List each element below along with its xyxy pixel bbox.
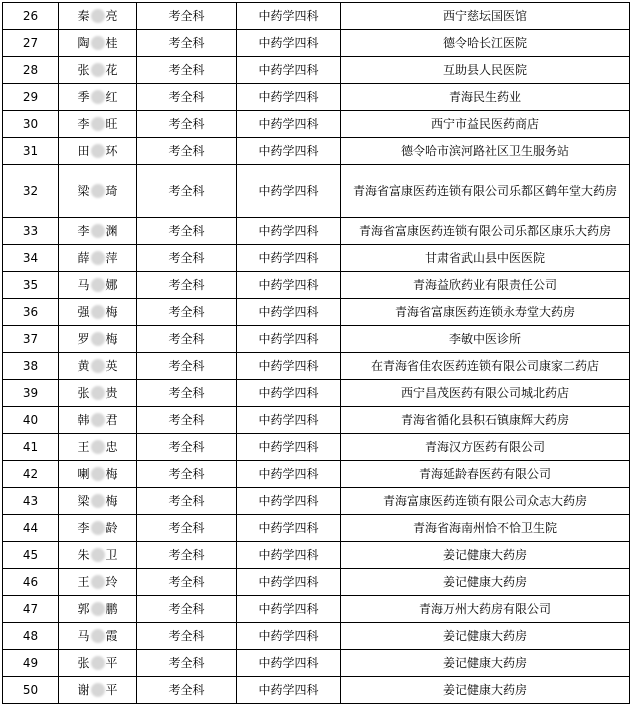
subject-cell: 中药学四科 bbox=[237, 326, 341, 353]
work-unit-cell: 互助县人民医院 bbox=[341, 57, 630, 84]
row-number-cell: 40 bbox=[3, 407, 59, 434]
name-last-char: 贵 bbox=[105, 385, 118, 400]
name-last-char: 梅 bbox=[105, 493, 118, 508]
work-unit-cell: 西宁昌茂医药有限公司城北药店 bbox=[341, 380, 630, 407]
work-unit-cell: 青海富康医药连锁有限公司众志大药房 bbox=[341, 488, 630, 515]
name-last-char: 娜 bbox=[105, 277, 118, 292]
redaction-blur bbox=[91, 467, 105, 481]
work-unit-cell: 在青海省佳农医药连锁有限公司康家二药店 bbox=[341, 353, 630, 380]
name-first-char: 王 bbox=[77, 439, 90, 454]
redaction-blur bbox=[91, 63, 105, 77]
row-number-cell: 37 bbox=[3, 326, 59, 353]
name-last-char: 渊 bbox=[105, 223, 118, 238]
work-unit-cell: 姜记健康大药房 bbox=[341, 542, 630, 569]
name-last-char: 卫 bbox=[105, 547, 118, 562]
exam-type-cell: 考全科 bbox=[137, 488, 237, 515]
name-last-char: 平 bbox=[105, 655, 118, 670]
table-row bbox=[3, 299, 630, 326]
exam-type-cell: 考全科 bbox=[137, 596, 237, 623]
name-cell bbox=[59, 165, 137, 218]
name-last-char: 琦 bbox=[105, 183, 118, 198]
work-unit-cell: 青海万州大药房有限公司 bbox=[341, 596, 630, 623]
name-cell bbox=[59, 245, 137, 272]
row-number-cell: 47 bbox=[3, 596, 59, 623]
row-number-cell: 34 bbox=[3, 245, 59, 272]
subject-cell: 中药学四科 bbox=[237, 57, 341, 84]
work-unit-cell: 青海汉方医药有限公司 bbox=[341, 434, 630, 461]
redaction-blur bbox=[91, 251, 105, 265]
subject-cell: 中药学四科 bbox=[237, 461, 341, 488]
exam-type-cell: 考全科 bbox=[137, 138, 237, 165]
name-last-char: 君 bbox=[105, 412, 118, 427]
subject-cell: 中药学四科 bbox=[237, 515, 341, 542]
table-row bbox=[3, 272, 630, 299]
name-first-char: 张 bbox=[77, 62, 90, 77]
redaction-blur bbox=[91, 359, 105, 373]
name-first-char: 喇 bbox=[77, 466, 90, 481]
row-number-cell: 46 bbox=[3, 569, 59, 596]
work-unit-cell: 德令哈市滨河路社区卫生服务站 bbox=[341, 138, 630, 165]
table-row bbox=[3, 84, 630, 111]
table-row bbox=[3, 218, 630, 245]
name-cell bbox=[59, 569, 137, 596]
redaction-blur bbox=[91, 36, 105, 50]
name-cell bbox=[59, 488, 137, 515]
name-cell bbox=[59, 299, 137, 326]
subject-cell: 中药学四科 bbox=[237, 569, 341, 596]
exam-type-cell: 考全科 bbox=[137, 326, 237, 353]
name-first-char: 李 bbox=[77, 116, 90, 131]
exam-type-cell: 考全科 bbox=[137, 623, 237, 650]
work-unit-cell: 姜记健康大药房 bbox=[341, 677, 630, 704]
redaction-blur bbox=[91, 440, 105, 454]
row-number-cell: 36 bbox=[3, 299, 59, 326]
name-cell bbox=[59, 677, 137, 704]
name-cell bbox=[59, 380, 137, 407]
redaction-blur bbox=[91, 386, 105, 400]
redaction-blur bbox=[91, 90, 105, 104]
name-first-char: 李 bbox=[77, 520, 90, 535]
redaction-blur bbox=[91, 224, 105, 238]
name-last-char: 霞 bbox=[105, 628, 118, 643]
name-first-char: 李 bbox=[77, 223, 90, 238]
work-unit-cell: 姜记健康大药房 bbox=[341, 650, 630, 677]
name-last-char: 玲 bbox=[105, 574, 118, 589]
name-first-char: 梁 bbox=[77, 493, 90, 508]
name-last-char: 英 bbox=[105, 358, 118, 373]
name-cell bbox=[59, 138, 137, 165]
name-cell bbox=[59, 434, 137, 461]
name-cell bbox=[59, 596, 137, 623]
table-row bbox=[3, 434, 630, 461]
name-last-char: 龄 bbox=[105, 520, 118, 535]
name-first-char: 王 bbox=[77, 574, 90, 589]
name-last-char: 旺 bbox=[105, 116, 118, 131]
exam-type-cell: 考全科 bbox=[137, 569, 237, 596]
table-row bbox=[3, 569, 630, 596]
name-last-char: 萍 bbox=[105, 250, 118, 265]
row-number-cell: 28 bbox=[3, 57, 59, 84]
table-row bbox=[3, 326, 630, 353]
name-first-char: 强 bbox=[77, 304, 90, 319]
exam-type-cell: 考全科 bbox=[137, 542, 237, 569]
redaction-blur bbox=[91, 683, 105, 697]
table-row bbox=[3, 245, 630, 272]
row-number-cell: 31 bbox=[3, 138, 59, 165]
row-number-cell: 48 bbox=[3, 623, 59, 650]
row-number-cell: 41 bbox=[3, 434, 59, 461]
table-row bbox=[3, 515, 630, 542]
table-row bbox=[3, 138, 630, 165]
table-row bbox=[3, 488, 630, 515]
work-unit-cell: 青海省富康医药连锁有限公司乐都区康乐大药房 bbox=[341, 218, 630, 245]
table-body bbox=[3, 3, 630, 704]
name-first-char: 梁 bbox=[77, 183, 90, 198]
row-number-cell: 38 bbox=[3, 353, 59, 380]
name-last-char: 亮 bbox=[105, 8, 118, 23]
work-unit-cell: 青海民生药业 bbox=[341, 84, 630, 111]
name-cell bbox=[59, 3, 137, 30]
redaction-blur bbox=[91, 117, 105, 131]
subject-cell: 中药学四科 bbox=[237, 488, 341, 515]
subject-cell: 中药学四科 bbox=[237, 84, 341, 111]
name-last-char: 平 bbox=[105, 682, 118, 697]
row-number-cell: 27 bbox=[3, 30, 59, 57]
row-number-cell: 30 bbox=[3, 111, 59, 138]
work-unit-cell: 青海省富康医药连锁有限公司乐都区鹤年堂大药房 bbox=[341, 165, 630, 218]
name-last-char: 花 bbox=[105, 62, 118, 77]
redaction-blur bbox=[91, 521, 105, 535]
subject-cell: 中药学四科 bbox=[237, 299, 341, 326]
exam-type-cell: 考全科 bbox=[137, 111, 237, 138]
exam-type-cell: 考全科 bbox=[137, 434, 237, 461]
redaction-blur bbox=[91, 602, 105, 616]
name-first-char: 田 bbox=[77, 143, 90, 158]
work-unit-cell: 西宁慈坛国医馆 bbox=[341, 3, 630, 30]
subject-cell: 中药学四科 bbox=[237, 596, 341, 623]
redaction-blur bbox=[91, 494, 105, 508]
exam-type-cell: 考全科 bbox=[137, 461, 237, 488]
subject-cell: 中药学四科 bbox=[237, 245, 341, 272]
row-number-cell: 42 bbox=[3, 461, 59, 488]
redaction-blur bbox=[91, 629, 105, 643]
name-first-char: 马 bbox=[77, 628, 90, 643]
exam-type-cell: 考全科 bbox=[137, 165, 237, 218]
name-first-char: 郭 bbox=[77, 601, 90, 616]
exam-type-cell: 考全科 bbox=[137, 515, 237, 542]
name-cell bbox=[59, 461, 137, 488]
name-last-char: 鹏 bbox=[105, 601, 118, 616]
exam-type-cell: 考全科 bbox=[137, 677, 237, 704]
redaction-blur bbox=[91, 144, 105, 158]
name-first-char: 谢 bbox=[77, 682, 90, 697]
subject-cell: 中药学四科 bbox=[237, 407, 341, 434]
work-unit-cell: 青海省循化县积石镇康辉大药房 bbox=[341, 407, 630, 434]
table-row bbox=[3, 57, 630, 84]
name-last-char: 梅 bbox=[105, 331, 118, 346]
name-first-char: 秦 bbox=[77, 8, 90, 23]
table-row bbox=[3, 380, 630, 407]
subject-cell: 中药学四科 bbox=[237, 3, 341, 30]
exam-type-cell: 考全科 bbox=[137, 84, 237, 111]
subject-cell: 中药学四科 bbox=[237, 623, 341, 650]
redaction-blur bbox=[91, 278, 105, 292]
name-first-char: 季 bbox=[77, 89, 90, 104]
exam-type-cell: 考全科 bbox=[137, 380, 237, 407]
row-number-cell: 45 bbox=[3, 542, 59, 569]
row-number-cell: 32 bbox=[3, 165, 59, 218]
row-number-cell: 35 bbox=[3, 272, 59, 299]
name-cell bbox=[59, 326, 137, 353]
table-row bbox=[3, 353, 630, 380]
table-row bbox=[3, 623, 630, 650]
work-unit-cell: 德令哈长江医院 bbox=[341, 30, 630, 57]
subject-cell: 中药学四科 bbox=[237, 677, 341, 704]
table-row bbox=[3, 596, 630, 623]
work-unit-cell: 青海省富康医药连锁永寿堂大药房 bbox=[341, 299, 630, 326]
work-unit-cell: 青海省海南州恰不恰卫生院 bbox=[341, 515, 630, 542]
subject-cell: 中药学四科 bbox=[237, 650, 341, 677]
work-unit-cell: 姜记健康大药房 bbox=[341, 569, 630, 596]
table-row bbox=[3, 650, 630, 677]
row-number-cell: 49 bbox=[3, 650, 59, 677]
subject-cell: 中药学四科 bbox=[237, 272, 341, 299]
table-row bbox=[3, 30, 630, 57]
work-unit-cell: 西宁市益民医药商店 bbox=[341, 111, 630, 138]
name-cell bbox=[59, 353, 137, 380]
table-row bbox=[3, 3, 630, 30]
candidate-table bbox=[2, 2, 630, 704]
redaction-blur bbox=[91, 305, 105, 319]
name-cell bbox=[59, 272, 137, 299]
name-cell bbox=[59, 650, 137, 677]
redaction-blur bbox=[91, 575, 105, 589]
name-first-char: 张 bbox=[77, 655, 90, 670]
name-cell bbox=[59, 542, 137, 569]
table-row bbox=[3, 677, 630, 704]
exam-type-cell: 考全科 bbox=[137, 57, 237, 84]
work-unit-cell: 李敏中医诊所 bbox=[341, 326, 630, 353]
name-cell bbox=[59, 623, 137, 650]
exam-type-cell: 考全科 bbox=[137, 218, 237, 245]
name-first-char: 罗 bbox=[77, 331, 90, 346]
name-last-char: 桂 bbox=[105, 35, 118, 50]
subject-cell: 中药学四科 bbox=[237, 218, 341, 245]
subject-cell: 中药学四科 bbox=[237, 165, 341, 218]
name-last-char: 红 bbox=[105, 89, 118, 104]
name-cell bbox=[59, 218, 137, 245]
exam-type-cell: 考全科 bbox=[137, 407, 237, 434]
exam-type-cell: 考全科 bbox=[137, 245, 237, 272]
name-cell bbox=[59, 57, 137, 84]
name-cell bbox=[59, 515, 137, 542]
work-unit-cell: 姜记健康大药房 bbox=[341, 623, 630, 650]
subject-cell: 中药学四科 bbox=[237, 111, 341, 138]
work-unit-cell: 青海延龄春医药有限公司 bbox=[341, 461, 630, 488]
exam-type-cell: 考全科 bbox=[137, 272, 237, 299]
table-row bbox=[3, 165, 630, 218]
name-first-char: 马 bbox=[77, 277, 90, 292]
name-first-char: 薛 bbox=[77, 250, 90, 265]
exam-type-cell: 考全科 bbox=[137, 650, 237, 677]
name-first-char: 韩 bbox=[77, 412, 90, 427]
name-last-char: 环 bbox=[105, 143, 118, 158]
redaction-blur bbox=[91, 9, 105, 23]
table-row bbox=[3, 542, 630, 569]
name-cell bbox=[59, 407, 137, 434]
subject-cell: 中药学四科 bbox=[237, 138, 341, 165]
redaction-blur bbox=[91, 656, 105, 670]
work-unit-cell: 甘肃省武山县中医医院 bbox=[341, 245, 630, 272]
redaction-blur bbox=[91, 332, 105, 346]
name-cell bbox=[59, 30, 137, 57]
row-number-cell: 50 bbox=[3, 677, 59, 704]
name-first-char: 张 bbox=[77, 385, 90, 400]
redaction-blur bbox=[91, 413, 105, 427]
exam-type-cell: 考全科 bbox=[137, 3, 237, 30]
name-last-char: 梅 bbox=[105, 466, 118, 481]
subject-cell: 中药学四科 bbox=[237, 353, 341, 380]
name-cell bbox=[59, 111, 137, 138]
subject-cell: 中药学四科 bbox=[237, 30, 341, 57]
subject-cell: 中药学四科 bbox=[237, 380, 341, 407]
name-last-char: 梅 bbox=[105, 304, 118, 319]
name-first-char: 陶 bbox=[77, 35, 90, 50]
exam-type-cell: 考全科 bbox=[137, 30, 237, 57]
row-number-cell: 26 bbox=[3, 3, 59, 30]
name-cell bbox=[59, 84, 137, 111]
row-number-cell: 29 bbox=[3, 84, 59, 111]
row-number-cell: 44 bbox=[3, 515, 59, 542]
row-number-cell: 39 bbox=[3, 380, 59, 407]
redaction-blur bbox=[91, 548, 105, 562]
name-first-char: 朱 bbox=[77, 547, 90, 562]
name-last-char: 忠 bbox=[105, 439, 118, 454]
redaction-blur bbox=[91, 184, 105, 198]
subject-cell: 中药学四科 bbox=[237, 542, 341, 569]
table-row bbox=[3, 111, 630, 138]
work-unit-cell: 青海益欣药业有限责任公司 bbox=[341, 272, 630, 299]
row-number-cell: 43 bbox=[3, 488, 59, 515]
subject-cell: 中药学四科 bbox=[237, 434, 341, 461]
table-row bbox=[3, 461, 630, 488]
name-first-char: 黄 bbox=[77, 358, 90, 373]
exam-type-cell: 考全科 bbox=[137, 299, 237, 326]
row-number-cell: 33 bbox=[3, 218, 59, 245]
exam-type-cell: 考全科 bbox=[137, 353, 237, 380]
table-row bbox=[3, 407, 630, 434]
